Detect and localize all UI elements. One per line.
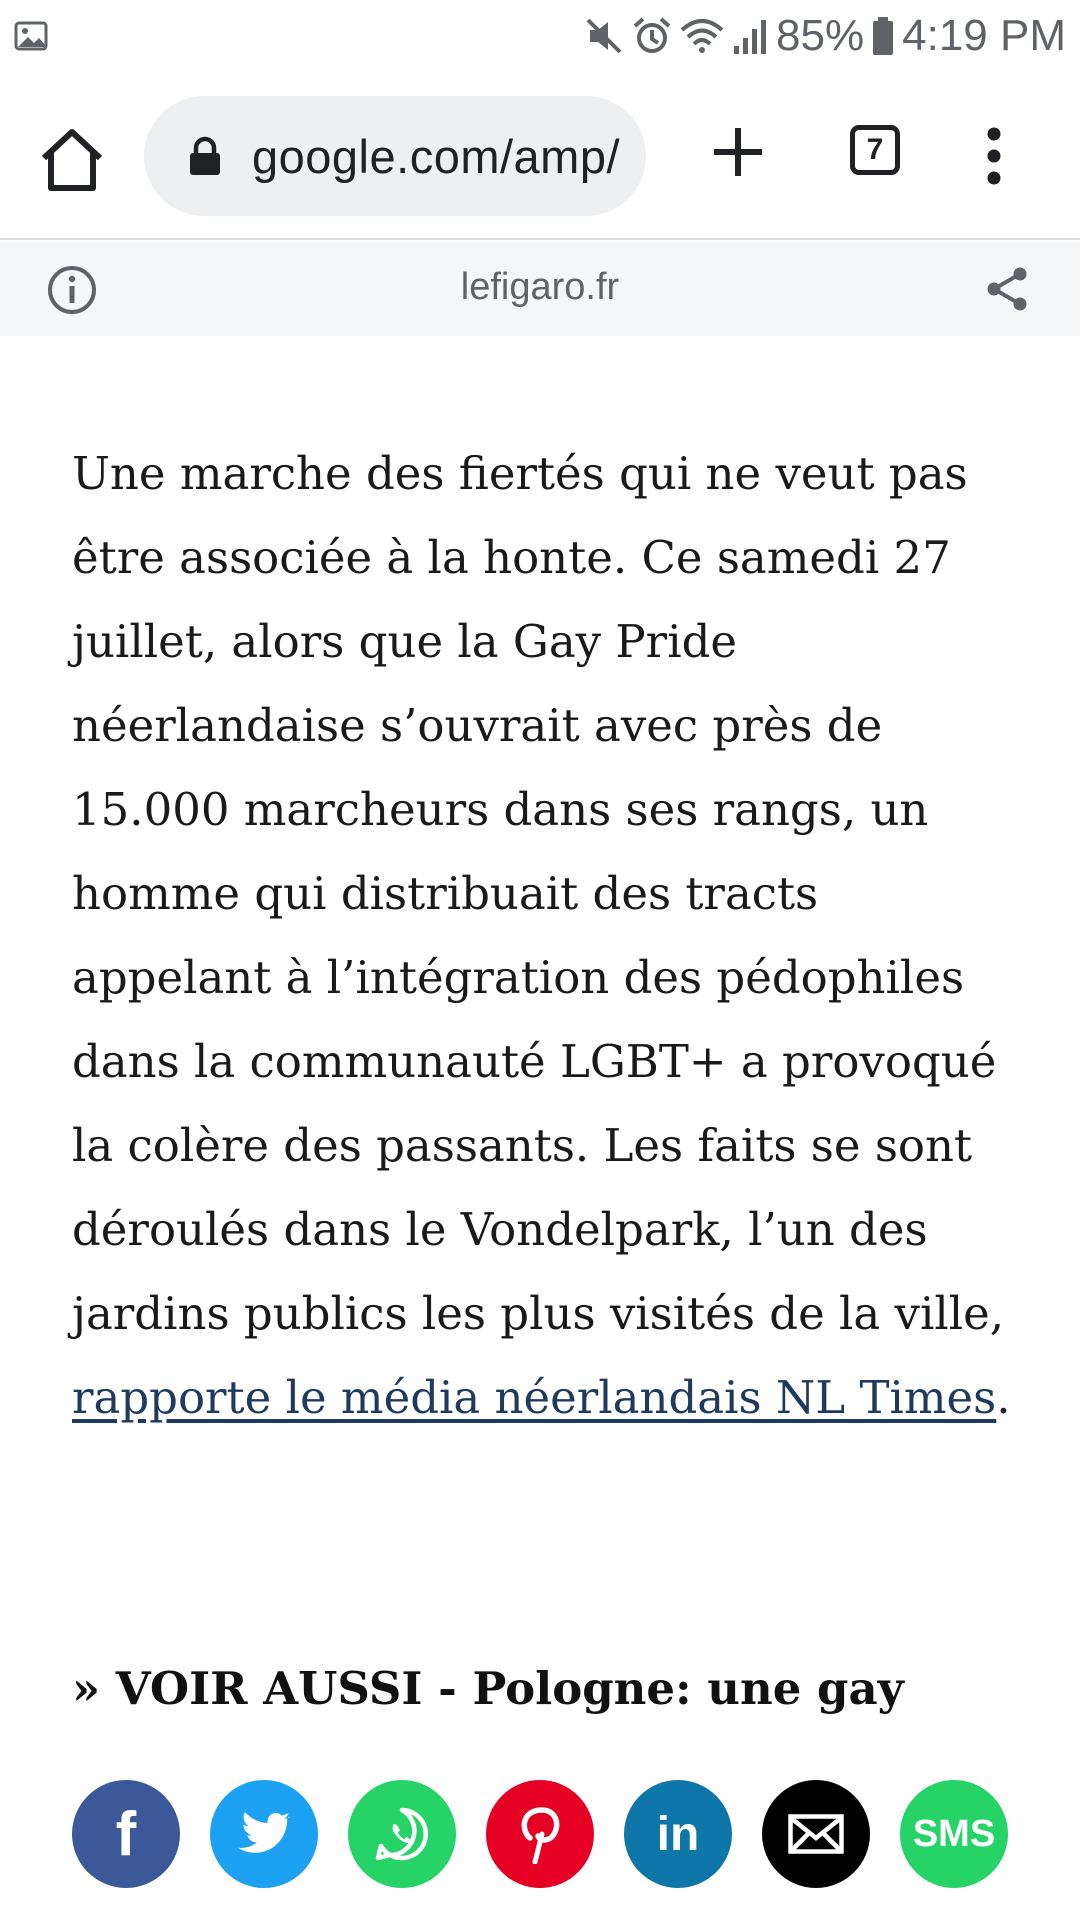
linkedin-share-button[interactable] — [624, 1780, 732, 1888]
more-vert-icon[interactable] — [986, 126, 1002, 186]
battery-percent: 85% — [776, 11, 865, 60]
status-bar — [0, 0, 1080, 72]
clock: 4:19 PM — [902, 11, 1066, 60]
battery-icon — [872, 16, 894, 56]
facebook-share-button[interactable] — [72, 1780, 180, 1888]
whatsapp-share-button[interactable] — [348, 1780, 456, 1888]
email-share-button[interactable] — [762, 1780, 870, 1888]
email-icon — [788, 1814, 844, 1854]
sms-label: SMS — [912, 1812, 996, 1855]
signal-icon — [732, 16, 768, 56]
whatsapp-icon — [373, 1805, 431, 1863]
address-bar[interactable] — [144, 96, 646, 216]
lock-icon — [188, 136, 222, 176]
sms-share-button[interactable] — [900, 1780, 1008, 1888]
home-icon[interactable] — [38, 126, 106, 194]
twitter-share-button[interactable] — [210, 1780, 318, 1888]
mute-icon — [584, 16, 624, 56]
pinterest-share-button[interactable] — [486, 1780, 594, 1888]
twitter-icon — [237, 1811, 291, 1857]
tab-count: 7 — [866, 133, 884, 166]
article-text: Une marche des fiertés qui ne veut pas être associée à la honte. Ce samedi 27 juillet, alors que la Gay Pride néerlandaise s’ouvrait avec près de 15.000 marcheurs dans ses rangs, un homme qui distribuait des tracts appelant à l’intégration des pédophiles dans la communauté LGBT+ a provoqué la colère des passants. Les faits se sont déroulés dans le Vondelpark, l’un des jardins publics les plus visités de la ville, — [72, 447, 1005, 1340]
see-also-heading[interactable]: » VOIR AUSSI - Pologne: une gay — [72, 1662, 904, 1715]
url-text[interactable]: google.com/amp/ — [252, 129, 621, 183]
tab-switcher-button[interactable] — [850, 125, 900, 175]
article-end: . — [996, 1371, 1011, 1424]
facebook-icon: f — [115, 1799, 137, 1869]
linkedin-icon: in — [656, 1807, 700, 1861]
share-buttons-row — [72, 1780, 1032, 1888]
wifi-icon — [680, 16, 724, 56]
source-link[interactable]: rapporte le média néerlandais NL Times — [72, 1371, 997, 1424]
image-icon — [14, 21, 48, 51]
alarm-icon — [632, 16, 672, 56]
amp-header — [0, 242, 1080, 336]
pinterest-icon — [516, 1804, 564, 1864]
article-paragraph — [72, 432, 1022, 1440]
amp-domain: lefigaro.fr — [460, 266, 620, 308]
browser-toolbar — [0, 72, 1080, 240]
plus-icon[interactable] — [710, 124, 766, 180]
share-icon[interactable] — [984, 266, 1030, 312]
